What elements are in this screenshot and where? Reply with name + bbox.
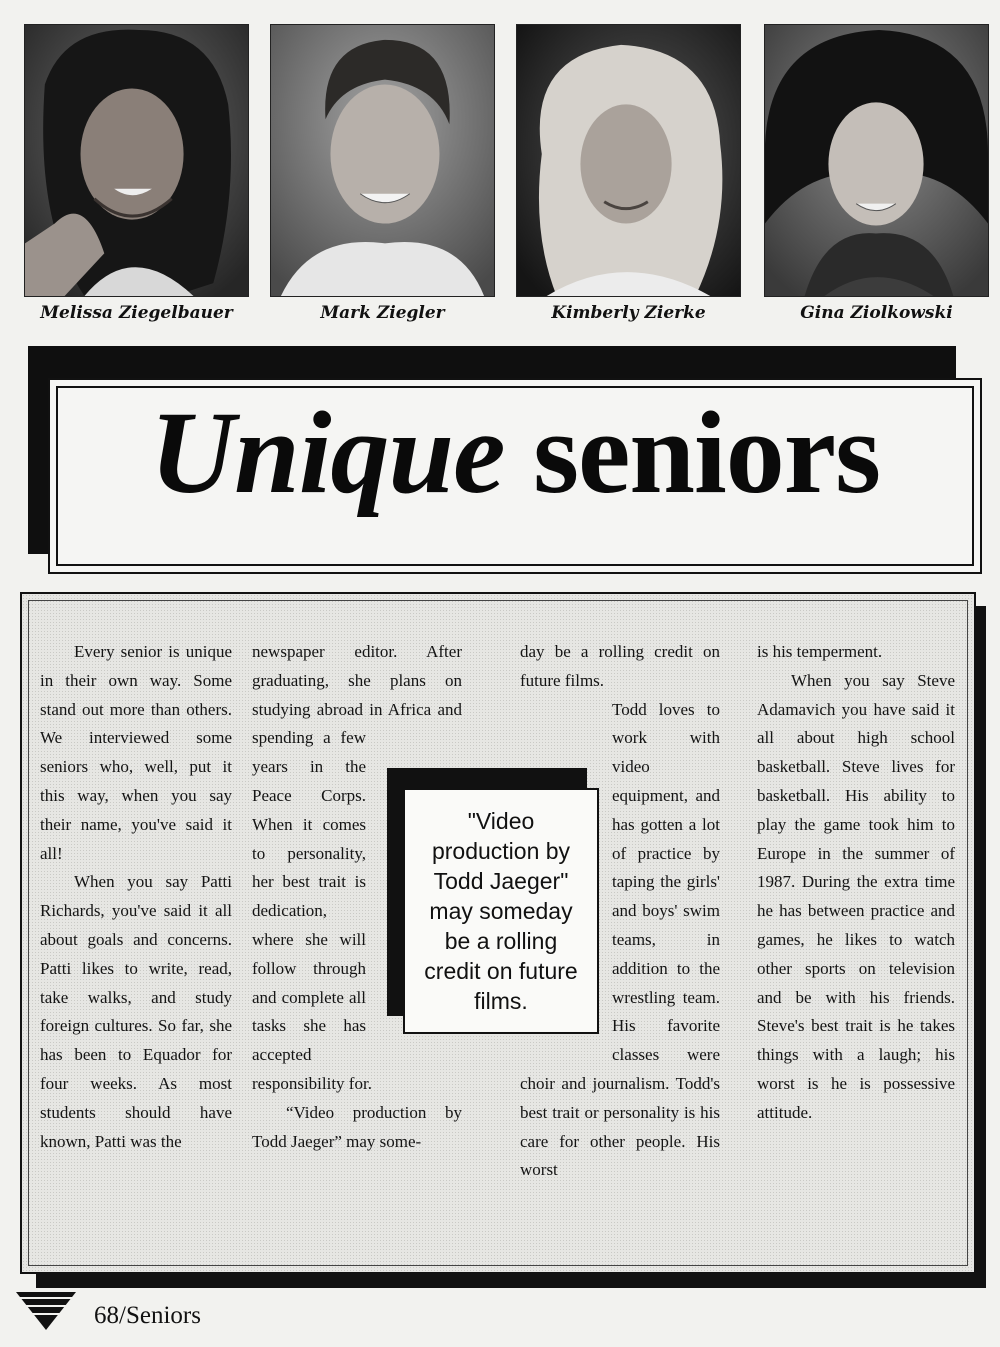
portrait-card — [516, 24, 741, 323]
portrait-photo — [270, 24, 495, 297]
article-paragraph: When you say Patti Richards, you've said it all about goals and concerns. Patti likes to write, read, take walks, and study foreign cultures. So far, she has been to Equador for four weeks. As most students should have known, Patti was the — [40, 872, 232, 1151]
article-paragraph: newspaper editor. After graduating, she plans on studying abroad in Africa and spending a few years in the Peace Corps. When it comes to personality, her best trait is dedication, where she will follow through and complete all tasks she has accepted responsibility for. — [252, 642, 462, 1093]
page-title — [50, 387, 980, 518]
title-banner — [48, 378, 982, 574]
portrait-caption: Melissa Ziegelbauer — [40, 303, 233, 323]
pull-quote-box — [403, 788, 599, 1034]
portrait-card — [24, 24, 249, 323]
portrait-photo — [764, 24, 989, 297]
article-column-4 — [757, 638, 955, 1128]
portrait-caption: Mark Ziegler — [320, 303, 445, 323]
portrait-row — [24, 24, 984, 324]
portrait-card — [270, 24, 495, 323]
article-paragraph: is his temperment. — [757, 642, 883, 661]
article-column-1 — [40, 638, 232, 1156]
portrait-card — [764, 24, 989, 323]
pull-quote: "Video production by Todd Jaeger" may someday be a rolling credit on future films. — [424, 808, 578, 1014]
portrait-caption: Kimberly Zierke — [551, 303, 706, 323]
title-word-unique: Unique — [149, 387, 505, 518]
article-paragraph: Every senior is unique in their own way. Some stand out more than others. We interviewed some seniors who, well, put it this way, when you say their name, you've said it all! — [40, 642, 232, 863]
triangle-logo-icon — [14, 1288, 78, 1332]
portrait-caption: Gina Ziolkowski — [800, 303, 953, 323]
page-number: 68/Seniors — [94, 1302, 201, 1329]
article-paragraph: day be a rolling credit on future films. — [520, 642, 720, 690]
portrait-photo — [516, 24, 741, 297]
portrait-photo — [24, 24, 249, 297]
title-word-seniors: seniors — [533, 387, 881, 518]
article-paragraph: “Video production by Todd Jaeger” may some- — [252, 1102, 462, 1151]
article-paragraph: Todd loves to work with video equipment, and has gotten a lot of practice by taping the girls' and boys' swim teams, in addition to the wrestling team. His favorite classes were choir and journalism. Todd's best trait or personality is his care for other people. His worst — [520, 699, 720, 1180]
article-paragraph: When you say Steve Adamavich you have said it all about high school basketball. Steve lives for basketball. His ability to play the game took him to Europe in the summer of 1987. During the extra time he has between practice and games, he likes to watch other sports on television and be with his friends. Steve's best trait is he takes things with a laugh; his worst is he is possessive attitude. — [757, 670, 955, 1122]
page-footer — [14, 1286, 314, 1346]
